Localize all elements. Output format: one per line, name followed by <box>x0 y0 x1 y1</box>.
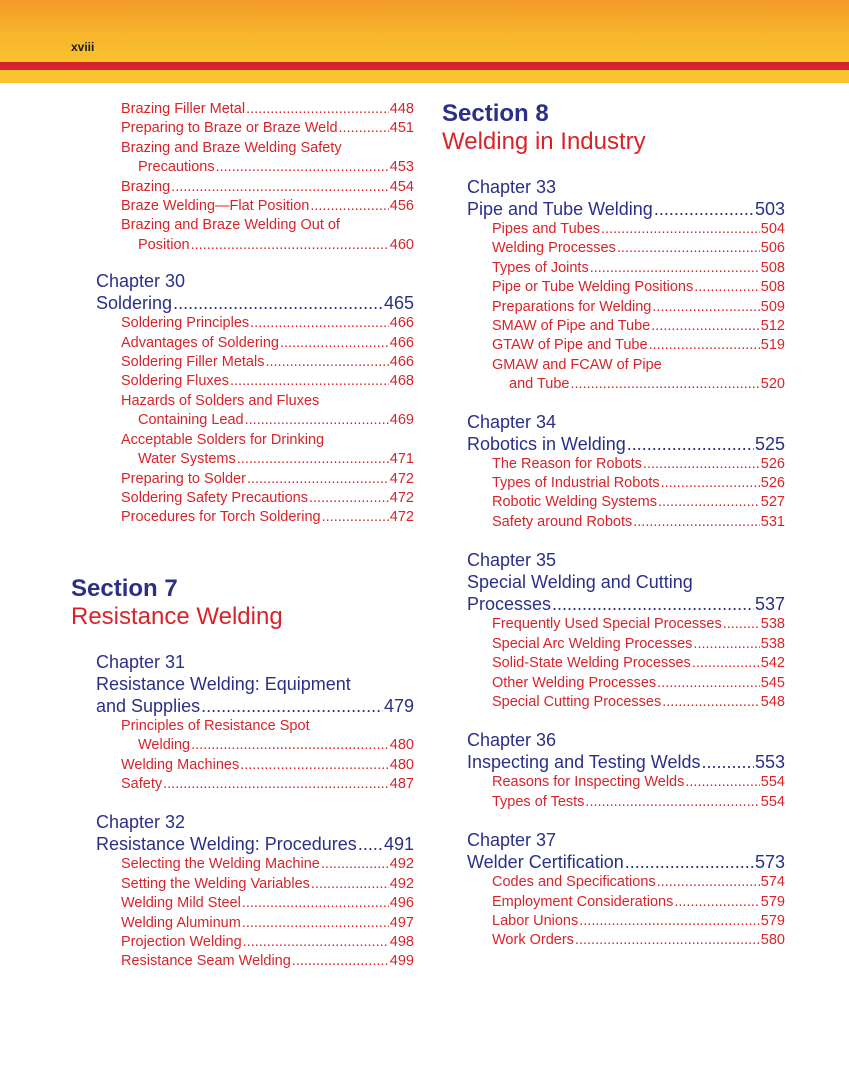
dot-leader <box>242 894 389 913</box>
topic-entry <box>121 952 414 971</box>
dot-leader <box>693 635 759 654</box>
dot-leader <box>309 489 389 508</box>
chapter-number: Chapter 34 <box>467 411 557 432</box>
topic-page: 472 <box>389 509 414 526</box>
topic-page: 499 <box>389 953 414 970</box>
topic-entry <box>121 411 414 430</box>
chapter-number: Chapter 30 <box>96 271 186 292</box>
dot-leader <box>216 158 389 177</box>
topic-entry <box>492 873 785 892</box>
topic-text: Brazing <box>121 178 171 195</box>
chapter-number: Chapter 33 <box>467 177 557 197</box>
topic-line: Acceptable Solders for Drinking <box>121 431 325 448</box>
chapter-36 <box>467 729 785 812</box>
topic-entry <box>492 375 785 394</box>
topic-page: 466 <box>389 334 414 351</box>
topic-text: Welding Mild Steel <box>121 895 241 912</box>
chapter-title-entry <box>96 292 414 314</box>
topic-page: 531 <box>760 513 785 530</box>
topic-text: Selecting the Welding Machine <box>121 856 320 873</box>
topic-text: Preparing to Braze or Braze Weld <box>121 120 338 137</box>
dot-leader <box>627 433 754 455</box>
dot-leader <box>280 334 389 353</box>
topic-page: 554 <box>760 793 785 810</box>
chapter-topics <box>492 873 785 951</box>
topic-page: 468 <box>389 373 414 390</box>
chapter-topics <box>492 773 785 812</box>
topic-text: Position <box>138 236 190 253</box>
chapter-topics <box>492 615 785 712</box>
topic-text: Reasons for Inspecting Welds <box>492 774 685 791</box>
topic-page: 508 <box>760 259 785 276</box>
topic-text: Welding <box>138 737 191 754</box>
topic-page: 512 <box>760 318 785 335</box>
topic-text: Safety around Robots <box>492 513 633 530</box>
topic-entry <box>121 450 414 469</box>
topic-text: Preparations for Welding <box>492 298 652 315</box>
topic-page: 498 <box>389 933 414 950</box>
topic-page: 460 <box>389 236 414 253</box>
topic-entry <box>121 197 414 216</box>
chapter-page: 479 <box>383 695 414 716</box>
section-7-heading <box>71 575 414 631</box>
chapter-title-entry <box>467 198 785 220</box>
topic-text: Welding Aluminum <box>121 914 241 931</box>
chapter-page: 465 <box>383 293 414 314</box>
topic-page: 542 <box>760 655 785 672</box>
chapter-35 <box>467 549 785 712</box>
dot-leader <box>654 198 754 220</box>
topic-text: Setting the Welding Variables <box>121 875 310 892</box>
topic-entry <box>492 773 785 792</box>
topic-page: 466 <box>389 315 414 332</box>
topic-entry <box>492 278 785 297</box>
dot-leader <box>585 793 759 812</box>
topic-page: 492 <box>389 875 414 892</box>
dot-leader <box>237 450 389 469</box>
topic-entry <box>121 236 414 255</box>
topic-entry <box>492 654 785 673</box>
topic-entry <box>492 931 785 950</box>
chapter-32 <box>96 811 414 971</box>
dot-leader <box>191 736 389 755</box>
topic-text: The Reason for Robots <box>492 455 642 472</box>
topic-entry <box>492 693 785 712</box>
topic-entry <box>121 875 414 894</box>
topic-page: 487 <box>389 775 414 792</box>
topic-text: GTAW of Pipe and Tube <box>492 337 648 354</box>
chapter-31 <box>96 651 414 795</box>
chapter-page: 573 <box>754 852 785 873</box>
chapter-title-line: Resistance Welding: Equipment <box>96 673 351 694</box>
topic-entry <box>121 894 414 913</box>
dot-leader <box>590 259 760 278</box>
chapter-number: Chapter 35 <box>467 550 557 571</box>
section-8-heading <box>442 100 785 156</box>
topic-page: 496 <box>389 895 414 912</box>
section-number: Section 8 <box>442 100 549 127</box>
topic-text: and Tube <box>509 376 570 393</box>
header-rule <box>0 62 849 70</box>
topic-text: Advantages of Soldering <box>121 334 279 351</box>
page-header <box>0 0 849 62</box>
dot-leader <box>191 236 389 255</box>
topic-text: Soldering Fluxes <box>121 373 229 390</box>
continued-topics <box>121 100 414 255</box>
dot-leader <box>358 833 383 855</box>
topic-text: Soldering Filler Metals <box>121 354 265 371</box>
topic-page: 472 <box>389 470 414 487</box>
topic-page: 519 <box>760 337 785 354</box>
chapter-33 <box>467 176 785 395</box>
topic-text: Pipe or Tube Welding Positions <box>492 279 694 296</box>
topic-page: 554 <box>760 774 785 791</box>
chapter-topics <box>121 717 414 795</box>
topic-text: Soldering Principles <box>121 315 250 332</box>
topic-page: 545 <box>760 674 785 691</box>
topic-text: Braze Welding—Flat Position <box>121 198 310 215</box>
topic-entry <box>121 158 414 177</box>
chapter-number: Chapter 36 <box>467 730 557 751</box>
chapter-page: 491 <box>383 834 414 855</box>
topic-text: Safety <box>121 775 163 792</box>
dot-leader <box>662 693 760 712</box>
topic-page: 580 <box>760 932 785 949</box>
section-number: Section 7 <box>71 574 178 602</box>
topic-entry <box>492 674 785 693</box>
dot-leader <box>243 933 389 952</box>
topic-text: Other Welding Processes <box>492 674 657 691</box>
dot-leader <box>250 314 389 333</box>
topic-text: Types of Joints <box>492 259 589 276</box>
topic-entry <box>492 615 785 634</box>
chapter-page: 503 <box>754 199 785 219</box>
dot-leader <box>579 912 760 931</box>
dot-leader <box>701 751 753 773</box>
chapter-title: Welder Certification <box>467 852 624 873</box>
chapter-title-entry <box>467 751 785 773</box>
topic-line: Principles of Resistance Spot <box>121 717 310 734</box>
topic-text: Pipes and Tubes <box>492 221 601 237</box>
dot-leader <box>723 615 760 634</box>
dot-leader <box>657 873 760 892</box>
chapter-title-entry <box>467 593 785 615</box>
topic-text: Welding Processes <box>492 240 616 257</box>
chapter-page: 525 <box>754 433 785 454</box>
topic-text: Soldering Safety Precautions <box>121 489 308 506</box>
left-column <box>71 100 414 972</box>
chapter-topics <box>121 314 414 527</box>
dot-leader <box>322 508 389 527</box>
topic-entry <box>121 914 414 933</box>
topic-entry <box>492 893 785 912</box>
right-column <box>442 100 785 951</box>
dot-leader <box>247 470 389 489</box>
topic-text: Water Systems <box>138 451 236 468</box>
topic-entry <box>121 756 414 775</box>
topic-entry <box>121 736 414 755</box>
dot-leader <box>171 178 389 197</box>
dot-leader <box>674 893 759 912</box>
topic-entry <box>121 489 414 508</box>
topic-line: GMAW and FCAW of Pipe <box>492 356 662 373</box>
topic-page: 466 <box>389 354 414 371</box>
chapter-37 <box>467 829 785 951</box>
section-title: Resistance Welding <box>71 602 283 630</box>
dot-leader <box>246 100 389 119</box>
chapter-page: 537 <box>754 594 785 615</box>
topic-entry <box>492 635 785 654</box>
dot-leader <box>633 513 760 532</box>
chapter-30 <box>96 270 414 527</box>
topic-page: 526 <box>760 455 785 472</box>
topic-page: 508 <box>760 279 785 296</box>
dot-leader <box>321 855 389 874</box>
chapter-title: Processes <box>467 594 552 615</box>
chapter-title-entry <box>96 695 414 717</box>
dot-leader <box>652 298 759 317</box>
dot-leader <box>552 593 754 615</box>
topic-entry <box>492 259 785 278</box>
topic-entry <box>492 220 785 239</box>
dot-leader <box>245 411 389 430</box>
dot-leader <box>201 695 383 717</box>
chapter-page: 553 <box>754 752 785 773</box>
topic-entry <box>121 372 414 391</box>
topic-entry <box>492 336 785 355</box>
topic-text: Welding Machines <box>121 756 240 773</box>
topic-text: SMAW of Pipe and Tube <box>492 318 651 335</box>
topic-text: Solid-State Welding Processes <box>492 655 691 672</box>
topic-page: 471 <box>389 451 414 468</box>
dot-leader <box>292 952 389 971</box>
topic-page: 456 <box>389 198 414 215</box>
dot-leader <box>617 239 760 258</box>
dot-leader <box>658 493 760 512</box>
dot-leader <box>230 372 389 391</box>
topic-page: 509 <box>760 298 785 315</box>
topic-entry <box>492 455 785 474</box>
topic-page: 480 <box>389 737 414 754</box>
topic-entry <box>492 298 785 317</box>
chapter-number: Chapter 37 <box>467 830 557 851</box>
topic-line: Brazing and Braze Welding Safety <box>121 139 342 156</box>
topic-text: Employment Considerations <box>492 893 674 910</box>
topic-text: Work Orders <box>492 932 574 949</box>
topic-page: 520 <box>760 376 785 393</box>
topic-text: Frequently Used Special Processes <box>492 616 722 633</box>
dot-leader <box>310 197 388 216</box>
topic-page: 480 <box>389 756 414 773</box>
topic-entry <box>492 793 785 812</box>
dot-leader <box>692 654 760 673</box>
chapter-topics <box>492 455 785 533</box>
topic-page: 453 <box>389 159 414 176</box>
topic-page: 497 <box>389 914 414 931</box>
dot-leader <box>649 336 760 355</box>
topic-text: Precautions <box>138 159 215 176</box>
dot-leader <box>694 278 760 297</box>
dot-leader <box>625 851 754 873</box>
topic-text: Preparing to Solder <box>121 470 246 487</box>
topic-text: Resistance Seam Welding <box>121 953 291 970</box>
topic-entry <box>121 119 414 138</box>
chapter-title-entry <box>96 833 414 855</box>
chapter-title-line: Special Welding and Cutting <box>467 572 693 593</box>
topic-page: 579 <box>760 893 785 910</box>
header-band <box>0 70 849 83</box>
topic-text: Labor Unions <box>492 912 579 929</box>
topic-page: 469 <box>389 412 414 429</box>
topic-page: 527 <box>760 494 785 511</box>
topic-text: Types of Industrial Robots <box>492 475 660 492</box>
dot-leader <box>311 875 389 894</box>
topic-page: 574 <box>760 874 785 891</box>
topic-text: Codes and Specifications <box>492 874 656 891</box>
dot-leader <box>601 220 760 239</box>
page-number: xviii <box>71 40 95 54</box>
dot-leader <box>657 674 760 693</box>
chapter-title: and Supplies <box>96 695 201 716</box>
topic-entry <box>121 100 414 119</box>
topic-page: 472 <box>389 489 414 506</box>
topic-page: 579 <box>760 912 785 929</box>
topic-entry <box>121 178 414 197</box>
topic-page: 506 <box>760 240 785 257</box>
chapter-title-entry <box>467 851 785 873</box>
topic-page: 504 <box>760 221 785 237</box>
topic-text: Projection Welding <box>121 933 242 950</box>
chapter-34 <box>467 411 785 533</box>
topic-page: 454 <box>389 178 414 195</box>
chapter-title-entry <box>467 433 785 455</box>
topic-page: 492 <box>389 856 414 873</box>
dot-leader <box>651 317 760 336</box>
dot-leader <box>173 292 383 314</box>
dot-leader <box>575 931 760 950</box>
chapter-title: Pipe and Tube Welding <box>467 199 653 219</box>
topic-text: Containing Lead <box>138 412 244 429</box>
topic-text: Procedures for Torch Soldering <box>121 509 321 526</box>
topic-page: 448 <box>389 101 414 117</box>
topic-entry <box>121 314 414 333</box>
topic-page: 538 <box>760 616 785 633</box>
topic-page: 451 <box>389 120 414 137</box>
dot-leader <box>339 119 389 138</box>
section-title: Welding in Industry <box>442 128 646 155</box>
topic-entry <box>492 513 785 532</box>
dot-leader <box>685 773 759 792</box>
topic-line: Hazards of Solders and Fluxes <box>121 392 320 409</box>
dot-leader <box>661 474 760 493</box>
topic-text: Brazing Filler Metal <box>121 101 246 117</box>
dot-leader <box>163 775 389 794</box>
topic-entry <box>492 474 785 493</box>
chapter-number: Chapter 32 <box>96 812 186 833</box>
topic-page: 526 <box>760 475 785 492</box>
topic-entry <box>492 912 785 931</box>
topic-page: 548 <box>760 693 785 710</box>
topic-entry <box>492 239 785 258</box>
topic-entry <box>492 493 785 512</box>
topic-entry <box>121 334 414 353</box>
topic-text: Special Cutting Processes <box>492 693 662 710</box>
dot-leader <box>643 455 760 474</box>
chapter-number: Chapter 31 <box>96 651 186 672</box>
chapter-title: Soldering <box>96 293 173 314</box>
dot-leader <box>265 353 388 372</box>
dot-leader <box>570 375 759 394</box>
topic-entry <box>121 775 414 794</box>
topic-page: 538 <box>760 635 785 652</box>
topic-entry <box>121 508 414 527</box>
topic-text: Robotic Welding Systems <box>492 494 657 511</box>
chapter-title: Robotics in Welding <box>467 433 626 454</box>
topic-entry <box>121 855 414 874</box>
chapter-title: Inspecting and Testing Welds <box>467 752 701 773</box>
chapter-title: Resistance Welding: Procedures <box>96 834 357 855</box>
topic-entry <box>492 317 785 336</box>
dot-leader <box>242 914 389 933</box>
dot-leader <box>240 756 389 775</box>
topic-text: Types of Tests <box>492 793 585 810</box>
chapter-topics <box>121 855 414 971</box>
chapter-topics <box>492 220 785 395</box>
topic-entry <box>121 933 414 952</box>
topic-text: Special Arc Welding Processes <box>492 635 693 652</box>
topic-entry <box>121 470 414 489</box>
topic-entry <box>121 353 414 372</box>
topic-line: Brazing and Braze Welding Out of <box>121 217 340 234</box>
